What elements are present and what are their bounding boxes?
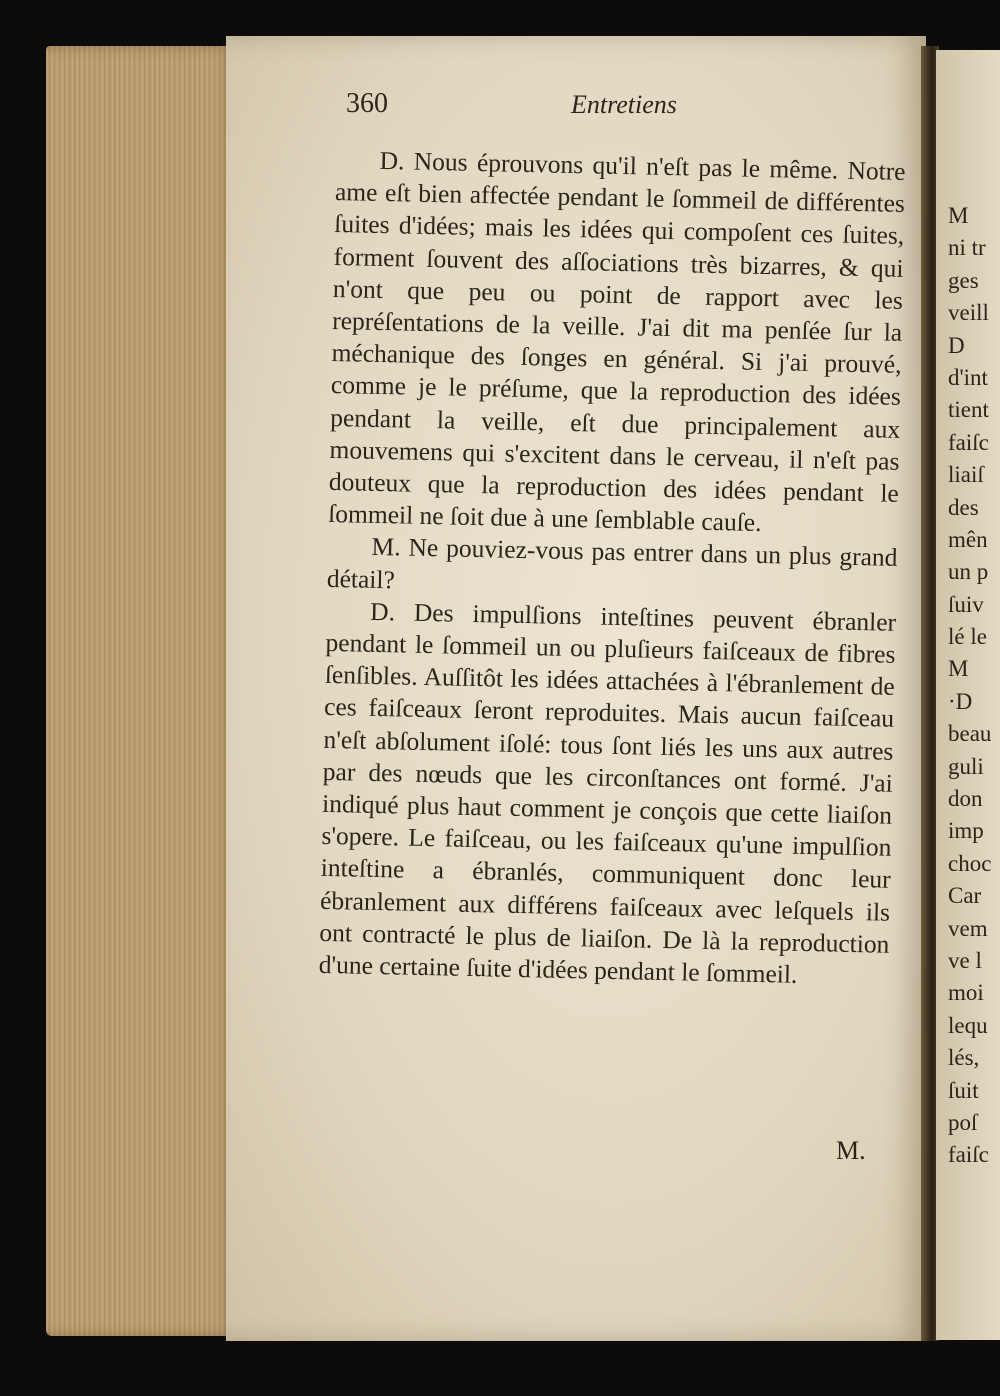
facing-line: guli <box>948 753 984 779</box>
facing-line: Car <box>948 883 982 909</box>
facing-line: D <box>948 332 965 358</box>
facing-line: ſuit <box>948 1077 979 1103</box>
facing-line: beau <box>948 721 992 747</box>
paragraph-3: D. Des impulſions inteſtines peuvent ébranler pendant le ſommeil un ou pluſieurs faiſceaux de fibres ſenſibles. Auſſitôt les idées attachées à l'ébranlement de ces faiſceaux ſeront reproduites. Mais aucun faiſceau n'eſt abſolument iſolé: tous ſont liés les uns aux autres par des nœuds que les circonſtances ont formé. J'ai indiqué plus haut comment je conçois que cette liaiſon s'opere. Le faiſceau, ou les faiſceaux qu'une impulſion inteſtine a ébranlés, communiquent donc leur ébranlement aux différens faiſceaux avec leſquels ils ont contracté le plus de liaiſon. De là la reproduction d'une certaine ſuite d'idées pendant le ſommeil. <box>318 596 897 989</box>
facing-page-text <box>948 200 1000 1172</box>
facing-line: choc <box>948 850 992 876</box>
facing-line: imp <box>948 818 984 844</box>
facing-line: faiſc <box>948 1142 989 1168</box>
facing-line: moi <box>948 980 984 1006</box>
page-header <box>346 88 896 128</box>
facing-line: ges <box>948 267 979 293</box>
paragraph-1: D. Nous éprouvons qu'il n'eſt pas le même. Notre ame eſt bien affectée pendant le ſommeil de différentes ſuites d'idées; mais les idées qui compoſent ces ſuites, forment ſouvent des aſſociations très bizarres, & qui n'ont que peu ou point de rapport avec les repréſentations de la veille. J'ai dit ma penſée ſur la méchanique des ſonges en général. Si j'ai prouvé, comme je le préſume, que la reproduction des idées pendant la veille, eſt due principalement aux mouvemens qui s'excitent dans le cerveau, il n'eſt pas douteux que la reproduction des idées pendant le ſommeil ne ſoit due à une ſemblable cauſe. <box>327 145 906 538</box>
facing-line: mên <box>948 526 988 552</box>
facing-line: faiſc <box>948 429 989 455</box>
catchword: M. <box>836 1136 866 1165</box>
right-page-fragment <box>936 50 1000 1340</box>
page-number: 360 <box>346 88 388 119</box>
page-block-edge <box>46 46 236 1336</box>
left-page <box>226 36 926 1341</box>
facing-line: lés, <box>948 1045 980 1071</box>
paragraph-2: M. Ne pouviez-vous pas entrer dans un plus grand détail? <box>326 532 898 594</box>
facing-line: liaiſ <box>948 462 984 488</box>
facing-line: ni tr <box>948 235 986 261</box>
facing-line: poſ <box>948 1109 978 1135</box>
body-text <box>318 144 905 993</box>
facing-line: don <box>948 786 983 812</box>
facing-line: M <box>948 203 969 228</box>
facing-line: M <box>948 656 969 682</box>
facing-line: ve l <box>948 947 982 973</box>
facing-line: lequ <box>948 1012 988 1038</box>
facing-line: d'int <box>948 364 988 390</box>
facing-line: vem <box>948 915 988 941</box>
facing-line: un p <box>948 559 989 585</box>
open-book <box>36 36 1000 1356</box>
facing-line: tient <box>948 397 989 423</box>
facing-line: ·D <box>948 688 973 714</box>
facing-line: veill <box>948 300 989 326</box>
facing-line: lé le <box>948 624 987 650</box>
facing-line: ſuiv <box>948 591 984 617</box>
running-title: Entretiens <box>571 90 677 119</box>
facing-line: des <box>948 494 979 520</box>
